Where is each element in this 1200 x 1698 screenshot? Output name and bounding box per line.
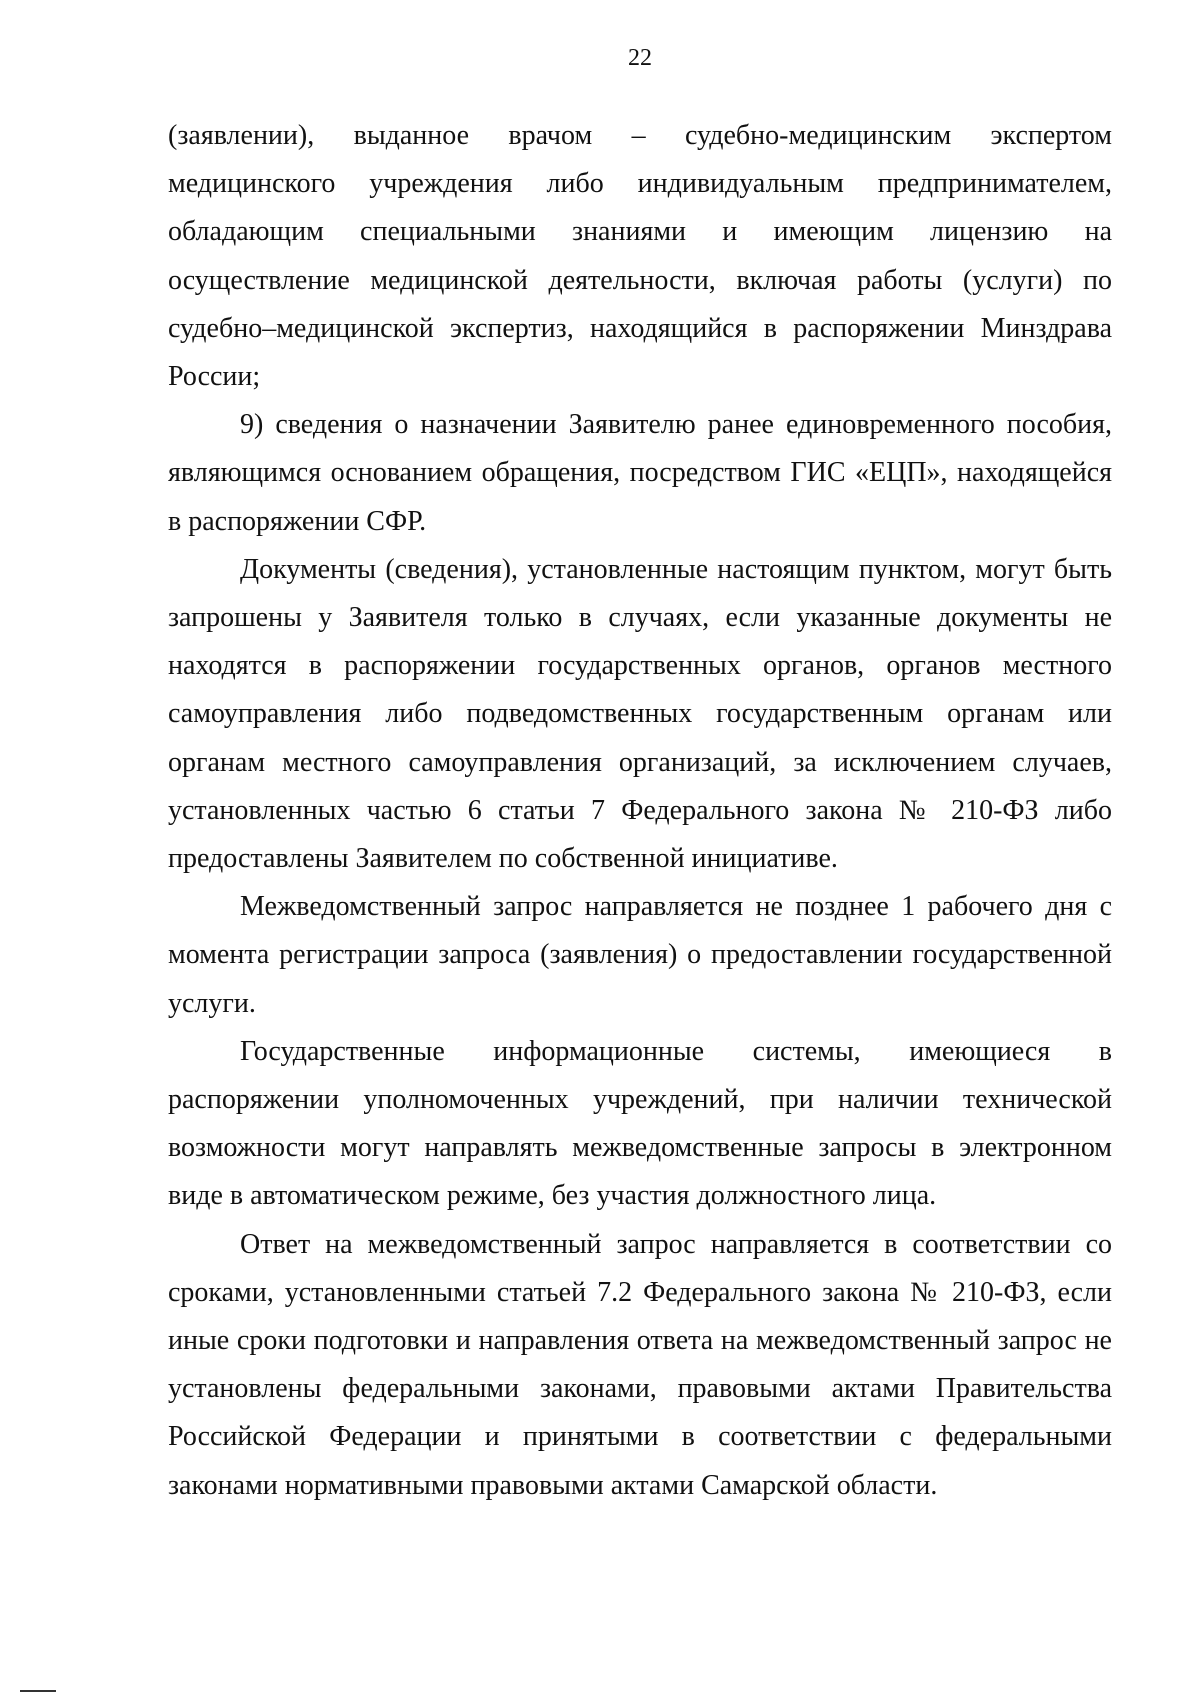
- paragraph-response-deadline: Ответ на межведомственный запрос направляется в соответствии со сроками, установленными статьей 7.2 Федерального закона № 210-ФЗ, если иные сроки подготовки и направления ответа на межведомственный запрос не установлены федеральными законами, правовыми актами Правительства Российской Федерации и принятыми в соответствии с федеральными законами нормативными правовыми актами Самарской области.: [168, 1228, 1112, 1501]
- paragraph-item-9: 9) сведения о назначении Заявителю ранее единовременного пособия, являющимся основанием обращения, посредством ГИС «ЕЦП», находящейся в распоряжении СФР.: [168, 409, 1112, 537]
- paragraph-documents-request: Документы (сведения), установленные настоящим пунктом, могут быть запрошены у Заявителя только в случаях, если указанные документы не находятся в распоряжении государственных органов, органов местного самоуправления либо подведомственных государственным органам или органам местного самоуправления организаций, за исключением случаев, установленных частью 6 статьи 7 Федерального закона № 210-ФЗ либо предоставлены Заявителем по собственной инициативе.: [168, 553, 1112, 875]
- document-body: [168, 112, 1112, 1510]
- scan-corner-mark: [20, 1690, 56, 1692]
- page-number: 22: [628, 45, 652, 71]
- paragraph-information-systems: Государственные информационные системы, имеющиеся в распоряжении уполномоченных учреждений, при наличии технической возможности могут направлять межведомственные запросы в электронном виде в автоматическом режиме, без участия должностного лица.: [168, 1035, 1112, 1212]
- paragraph-interagency-request-deadline: Межведомственный запрос направляется не позднее 1 рабочего дня с момента регистрации запроса (заявления) о предоставлении государственной услуги.: [168, 891, 1112, 1019]
- paragraph-continuation: (заявлении), выданное врачом – судебно-медицинским экспертом медицинского учреждения либо индивидуальным предпринимателем, обладающим специальными знаниями и имеющим лицензию на осуществление медицинской деятельности, включая работы (услуги) по судебно–медицинской экспертиз, находящийся в распоряжении Минздрава России;: [168, 120, 1112, 393]
